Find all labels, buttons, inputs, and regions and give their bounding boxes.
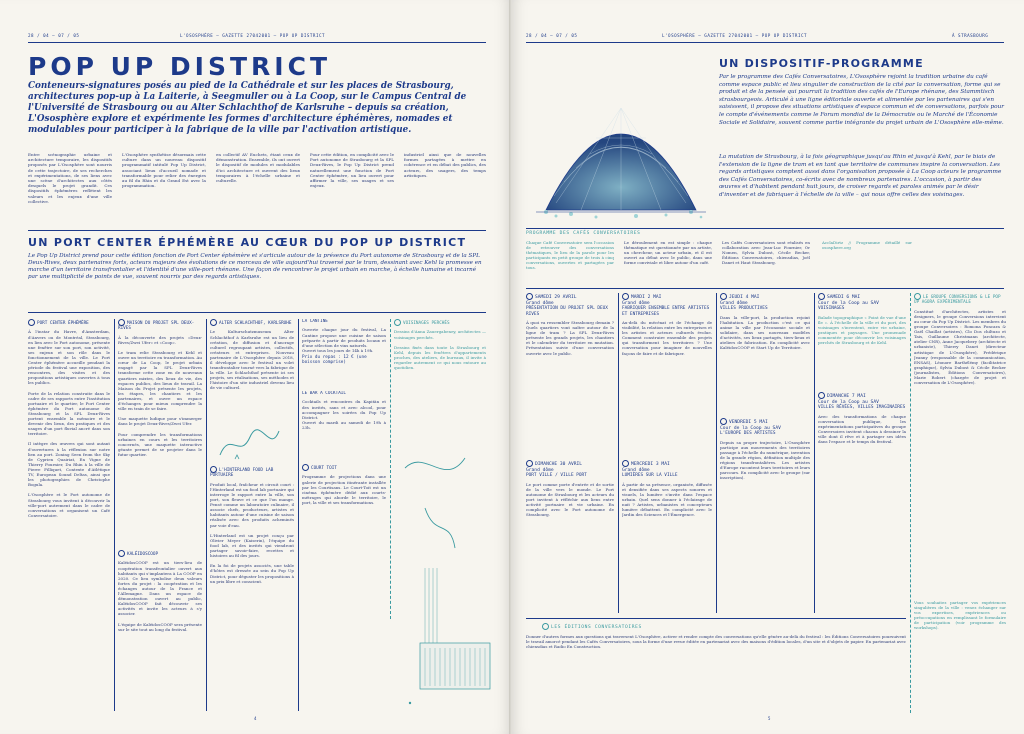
circle-icon [394,319,401,326]
page-number: 5 [768,716,771,721]
groupe-text: Constitué d'architectes, artistes et designers, le groupe Conversions intervient au cœur du Pop Up District. Les membres du groupe Conversoires : Romona Poncara & Gaël Chaillat (artistes), Clo Dos chiltuzo et Tais, Guillaume Christmann (architecte, atelier CNR), Anne Jacquebery (architecte et urbaniste), Thierry Danet (directeur artistique de L'Ososphère), Frédérique Jeanny (responsable de la communication, ENSAS), Léonore Barthélémy (facilitatrice graphique), Sylvia Dubost & Cécile Becker (journalistes, Éditions Conversatoires), Marie Robert (chargée de projet et conversation de L'Ososphère). [914,308,1006,386]
event-title: FABRIQUER ENSEMBLE ENTRE ARTISTES ET ENTREPRISES [622,306,710,317]
section-rule [28,230,486,231]
event-date [818,392,906,400]
block-heading [302,464,386,471]
block-text: Dessins d'Anna Zauergabeney, architectes — voisinages perchés. Dessins fixés dans toute la Strasbourg et Kehl, depuis les fenêtres d'appartements proches, des ateliers, de bureaux, il invite à regarder autrement ce qui nous entoure au quotidien. [394,329,486,371]
section-lede: Le Pop Up District prend pour cette édition fonction de Port Center éphémère et s'articule autour de la présence du Port autonome de Strasbourg et de la SPL Deux-Rives, deux partenaires forts, acteurs majeurs des évolutions de ce morceau de ville aujourd'hui traversé par le tram, dessinant avec Kehl la promesse en marche d'un territoire transfrontalier et l'identité d'une ville-port rhénane. Une façon de rencontrer le projet urbain en marche, à échelle humaine et incarné par une multiplicité de points de vue, souvent nourris par des regards artistiques. [28,253,482,280]
blocks-rule [28,312,486,313]
intro-text: Le déroulement en est simple : chaque thématique est questionnée par un artiste, un chercheur, un acteur urbain, et il est ouvert au débat avec le public, dans une forme conviviale et libre autour d'un café. [624,240,712,266]
event-date [622,293,712,301]
event-item [720,418,810,608]
circle-icon [302,464,309,471]
groupe-heading-text: LE GROUPE CONVERSIONS & LE POP UP AGORA EXPÉRIMENTALE [914,295,1001,306]
block-heading-text: PORT CENTER ÉPHÉMÈRE [37,321,89,326]
block-heading [394,319,486,326]
block-alter-schlachthof [210,319,294,424]
column-divider [206,319,207,711]
price-line: Prix du repas : 12 € (une boisson comprise) [302,354,367,366]
groupe-heading [914,293,1006,306]
left-page [0,0,510,734]
block-heading-text: ALTER SCHLACHTHOF, KARLSRUHE [219,321,292,326]
header-publication: L'OSOSPHÈRE — GAZETTE 27042001 — POP UP DISTRICT [662,33,808,38]
block-kaleidocoop [118,550,202,700]
event-date [720,293,810,301]
block-heading-text: COURT TOIT [311,466,337,471]
event-place: Grand dôme [720,300,748,306]
block-cantine [302,319,386,389]
event-item [720,293,810,413]
event-text: Dans la ville-port, la production rejoint l'habitation. La production c'est ce qui anime la ville par l'économie sociale et solidaire, dans ses nouveaux modèles d'activités, ses lieux partagés, tiers-lieux et ateliers de fabrication. En complicité avec KaléidosCOOP et Start Up de Territoire. [720,314,810,351]
circle-icon [526,293,533,300]
block-port-center [28,319,110,711]
block-text: Produit local, fraîcheur et circuit court : l'Hinterland est un food lab portuaire qui interroge le rapport entre la ville, son port, son fleuve et ce que l'on mange. Pensé comme un laboratoire culinaire, il associe chefs, producteurs, artistes et habitants autour d'une cuisine de saison réalisée avec des produits acheminés par voie d'eau. L'Hinterland est un projet conçu par Olivier Meyer (Kaiserin), l'équipe du food lab, et des invités qui viendront partager savoir-faire, recettes et histoires au fil des jours. En la foi de projets associés, une table d'hôtes est dressée au sein du Pop Up District, pour déguster les propositions à un prix libre et conscient. [210,481,294,584]
block-heading [210,319,294,326]
intro-col-5: industriel ainsi que de nouvelles formes partagées à mettre en cohérence et en débat des publics, des acteurs, des usagers, des temps artistiques. [404,152,486,178]
block-heading: LA CANTINE [302,319,328,324]
header-dates: 28 / 04 — 07 / 05 [526,33,578,38]
event-text: À partir de sa présence, organisée, diffusée et densifiée dans ses aspects sonores et visuels, la lumière s'invite dans l'espace urbain. Quel sens donner à l'éclairage de nuit ? Artistes, urbanistes et concepteurs lumière débattent. En complicité avec le Jardin des Sciences et l'Émergence. [622,481,712,518]
container-illustration [395,448,503,710]
event-text: Au-delà du mécénat et de l'échange de visibilité, la relation entre les entreprises et les artistes et acteurs culturels évolue. Comment construire ensemble des projets qui transforment les territoires ? Une conversation pour imaginer de nouvelles façons de faire et de fabriquer. [622,320,712,356]
column-divider [390,319,391,619]
event-date [622,460,712,468]
right-lede: Par le programme des Cafés Conversatoires, L'Ososphère rejoint la tradition urbaine du café comme espace public et lieu singulier de construction de la cité par la conversation, forme qui se produit et de la pensée qui pourrait la tradition des cafés de l'Europe rhénane, des Stammtisch strasbourgeois. Articulé à une ligne éditoriale ouverte et alimentée par les partenaires qui s'en saisissent, il propose des situations artistiques d'espace commun et de conversations, parfois pour le compte d'événements comme le Forum mondial de la Démocratie ou le Marché de l'Économie Sociale et Solidaire, souvent comme partie intégrante du projet urbain de L'Ososphère elle-même. [719,74,1004,126]
circle-icon [118,550,125,557]
event-date-text: DIMANCHE 7 MAI [827,394,866,399]
column-divider [716,293,717,613]
event-place: Grand dôme [622,467,650,473]
event-title: VOISINAGES [818,306,845,312]
header-city: À STRASBOURG [952,33,989,38]
circle-icon [720,293,727,300]
column-divider [814,293,815,613]
event-item [526,460,614,610]
block-bar-cocktail [302,391,386,461]
block-text: Cocktails et rencontres du Kapitän et des invités, sans et avec alcool, pour accompagner les soirées du Pop Up District. Ouvert du mardi au samedi de 19h à 23h. [302,399,386,430]
block-court-toit [302,464,386,614]
event-date-text: MARDI 2 MAI [631,295,662,300]
event-date [526,460,614,468]
column-divider [298,319,299,711]
event-item [818,392,906,612]
circle-icon [622,460,629,467]
right-title: UN DISPOSITIF-PROGRAMME [719,57,924,70]
event-date-text: VENDREDI 5 MAI [729,420,768,425]
event-date-text: SAMEDI 6 MAI [827,295,861,300]
circle-icon [526,460,533,467]
programme-intro-4[interactable] [822,240,912,260]
event-title: PORT VILLE / VILLE PORT [526,473,587,479]
event-item [622,460,712,610]
event-item [622,293,712,453]
circle-icon [28,319,35,326]
intro-col-1: Entre scénographie urbaine et architecture temporaire, les dispositifs proposés par L'Ososphère sont nourris de cette trajectoire, de ses recherches et expérimentations, de ses liens avec une scène d'architectes aux côtés desquels le projet grandit. Ces dispositifs éphémères reflètent les valeurs et les enjeux d'une ville collective. [28,152,112,204]
lede: Conteneurs-signatures posés au pied de la Cathédrale et sur les places de Strasbourg, architectures pop-up à La Laiterie, à Seegmuller ou à La Coop, sur le Campus Central de l'Université de Strasbourg ou au Alter Schlachthof de Karlsruhe – depuis sa création, L'Ososphère explore et expérimente les formes d'architecture éphémères, nomades et modulables pour participer à la fabrique de la ville par l'activation artistique. [28,81,467,135]
column-divider [910,293,911,713]
events-rule [526,288,1004,289]
column-divider [114,319,115,711]
programme-rule [526,228,1004,229]
header-rule [28,42,486,43]
block-heading: LE BAR À COCKTAIL [302,391,346,396]
event-place: Grand dôme [526,467,554,473]
event-title: LUMIÈRES SUR LA VILLE [622,473,678,479]
block-heading-text: L'HINTERLAND FOOD LAB PORTUAIRE [210,468,274,479]
block-text: Programme de projections dans une galerie de projection itinérante installée par les Courtisans. Le Court-Toit est un cinéma éphémère dédié aux courts-métrages qui aborde le territoire, le port, la ville et ses transformations. [302,474,386,505]
block-heading [28,319,110,326]
circle-icon [914,293,921,300]
event-date-text: DIMANCHE 30 AVRIL [535,462,583,467]
groupe-cta-text: Vous souhaitez partager vos expériences singulières de la ville : venez échanger sur vos expertises, expériences ou préoccupations en remplissant le formulaire de participation (voir programme des workshops). [914,600,1006,631]
block-maison-projet [118,319,202,545]
page-number: 4 [254,716,257,721]
event-place: Grand dôme [526,300,554,306]
block-text: Le Kulturschutzmuseum Alter Schlachthof à Karlsruhe est un lieu de création, de diffusion et d'ancrage culturel regroupant artistes, collectifs, créateurs et entreprises. Nouveau partenaire de L'Ososphère depuis 2018, il développe avec le festival un volet transfrontalier tourné vers la fabrique de la ville. Le Schlachthof présente ici ses projets, ses réalisations, ses méthodes et l'histoire d'un site industriel devenu lieu de vie culturel. [210,329,294,391]
event-date-text: MERCREDI 3 MAI [631,462,670,467]
editions-heading-text: LES ÉDITIONS CONVERSATOIRES [551,625,642,630]
event-text: Avec des transformations de chaque conversation publique, les expérimentations participatives du groupe Conversoires invitent chacun à dessiner la ville dont il rêve et à partager ses idées dans l'espace et le temps du festival. [818,413,906,445]
circle-icon [118,319,125,326]
event-date-text: SAMEDI 29 AVRIL [535,295,577,300]
header-publication: L'OSOSPHÈRE — GAZETTE 27042001 — POP UP DISTRICT [180,33,326,38]
groupe-block [914,293,1006,593]
block-text: À la découverte des projets «Deux-Rives/Zwei Ufer» et «Coop». Le tram relie Strasbourg et Kehl et ouvre un territoire en transformation. Au cœur de La Coop, le projet urbain engagé par la SPL Deux-Rives transforme cette zone en de nouveaux quartiers mixtes, des lieux de vie, des espaces publics, des lieux de travail. La Maison du Projet présente les projets, les étapes, les chantiers et les partenaires, et ouvre un espace d'échanges pour mieux comprendre la ville en train de se faire. Une maquette ludique pour s'immerger dans le projet Deux-Rives/Zwei Ufer. Pour comprendre les transformations urbaines en cours et les territoires concernés, une maquette interactive géante permet de se projeter dans le futur quartier. [118,334,202,457]
circle-icon [210,319,217,326]
editions-text: Donner d'autres formes aux questions qui traversent L'Ososphère, activer et rendre compte des conversations qu'elle génère au-delà du festival : les Éditions Conversatoires poursuivent le travail amorcé pendant les Cafés Conversatoires, sous la forme d'une revue éditée en partenariat avec des maisons d'édition locales, d'un site et d'objets de papier. En partenariat avec chiensdias et Radio En Construction. [526,634,906,650]
intro-text: Les Cafés Conversatoires sont réalisés en collaboration avec Jean-Luc Fournier, Or Nomen, Sylvia Dubost, Cécile Becker, Éditions Conversatoires, chiensdias, Joël Danet et Haut Strasbourg. [722,240,810,266]
header-rule [526,42,1004,43]
groupe-cta [914,600,1006,692]
editions-block [526,634,906,692]
intro-col-4: Pour cette édition, en complicité avec le Port autonome de Strasbourg et la SPL Deux-Rives, le Pop Up District prend naturellement une fonction de Port Center éphémère, un lieu ouvert pour affirmer la ville, ses usages et ses enjeux. [310,152,394,189]
event-title: PRÉSENTATION DU PROJET SPL DEUX RIVES [526,306,608,317]
event-place: Grand dôme [622,300,650,306]
editions-rule [526,618,906,619]
event-item [818,293,906,388]
circle-icon [720,418,727,425]
event-text: Le port comme porte d'entrée et de sortie de la ville vers le monde. Le Port autonome de Strasbourg et les acteurs du port invitent à réfléchir aux liens entre activité portuaire et vie urbaine. En complicité avec le Port autonome de Strasbourg. [526,481,614,518]
right-page [512,0,1024,734]
event-date [720,418,810,426]
block-heading-text: KALÉIDOSCOOP [127,552,159,557]
header-dates: 28 / 04 — 07 / 05 [28,33,80,38]
block-hinterland [210,466,294,706]
right-lede-2: La mutation de Strasbourg, à la fois géographique jusqu'au Rhin et jusqu'à Kehl, par le biais de l'extension de la ligne de tram et en tant que territoire de communes inspire la conversation. Les regards artistiques comptent aussi dans l'organisation proposée à La Coop acteurs le programme des Cafés Conversatoires, co-écrits avec de nombreux partenaires. L'occasion, à partir des œuvres et d'habitent pendant huit jours, de croiser regards et paroles animés par le désir d'inventer et de fabriquer à l'échelle de la ville – qui nous offre celles des voisinages. [719,154,1002,198]
programme-label: PROGRAMME DES CAFÉS CONVERSATOIRES [526,231,641,236]
block-text: À l'instar du Havre, d'Amsterdam, d'Anvers ou de Montréal, Strasbourg, en lien avec le Port autonome, présente une fenêtre sur son port, son activité, ses enjeux et son rôle dans le fonctionnement de la ville. Le Port Center éphémère accueille pendant la période du festival une exposition, des rencontres, des visites et des propositions artistiques ouvertes à tous les publics. Porte de la relation construite dans le cadre de ses rapports entre l'institution portuaire et le quartier, le Port Center éphémère du Port autonome de Strasbourg et la SPL Deux-Rives portent ensemble la mémoire et le devenir des lieux, des pratiques et des usages d'un port fluvial ancré dans son territoire. Il intègre des œuvres qui sont autant d'ouvertures à la réflexion sur notre lien au port. Zoning Seen from the Sky de Cyprien Quairiat, En Vigne de Thierry Fournier, Du Rhin à la ville de Pierre Filliquet, Contexte d'Atlétique TV, European Sound Deltas, ainsi que les photographies de Christophe Bogula. L'Ososphère et le Port autonome de Strasbourg vous invitent à découvrir la ville-port autrement dans le cadre de conversations et organisent un Café Conversatoire. [28,329,110,518]
event-date-text: JEUDI 4 MAI [729,295,760,300]
squiggle-drawing [215,425,285,463]
event-place: Cour de la Coop au SAV [720,425,781,431]
block-heading-text: VOISINAGES PERCHÉS [403,321,450,326]
event-title: VILLES RÊVÉES, VILLES IMAGINAIRES [818,405,906,411]
event-item [526,293,614,453]
circle-icon [622,293,629,300]
column-divider [618,293,619,613]
circle-icon [818,293,825,300]
event-date [818,293,906,301]
block-text: KaléidosCOOP est un tiers-lieu de coopération transfrontalier ouvert aux habitants qui s'implantera à La COOP en 2020. Ce lieu symbolise deux valeurs fortes du projet : la coopération et les échanges autour de la France et l'Allemagne. Dans un espace de démonstration ouvert au public, KaléidosCOOP fait découvrir ses activités et invite les acteurs à s'y associer. L'équipe de KaléidosCOOP sera présente sur le site tout au long du festival. [118,560,202,632]
circle-icon [210,466,217,473]
intro-col-2: L'Ososphère synthétise désormais cette culture dans un nouveau dispositif programmatif intitulé Pop Up District, associant lieux d'accueil nomade et transformable pour relier des énergies au fil du Rhin et du Grand Est avec la programmation. [122,152,206,189]
section-title: UN PORT CENTER ÉPHÉMÈRE AU CŒUR DU POP UP DISTRICT [28,236,467,249]
editions-heading [542,623,642,630]
event-place: Cour de la Coop au SAV [818,399,879,405]
block-heading [118,319,202,332]
event-place: Cour de la Coop au SAV [818,300,879,306]
block-heading-text: MAISON DU PROJET SPL DEUX-RIVES [118,321,195,332]
block-voisinages [394,319,486,439]
block-heading [210,466,294,479]
page-title: POP UP DISTRICT [28,52,331,81]
block-text: Ouverte chaque jour du festival, La Cantine propose une cuisine de saison préparée à partir de produits locaux et d'une sélection de vins naturels. Ouvert tous les jours de 14h à 19h. [302,327,386,353]
geodesic-dome-illustration [526,78,716,228]
programme-link[interactable]: AcclaDirtz // Programme détaillé sur ososphere.org [822,240,912,251]
circle-icon [818,392,825,399]
intro-col-3: en collectif AV Euchets, étant ceux de démonstration. Ensemble, ils ont ouvert le dispositif de modules et modulables d'ici architecture et ouvrent des lieux temporaires à l'échelle urbaine et culturelle. [216,152,300,184]
circle-icon [542,623,549,630]
intro-text: Chaque Café Conversatoire sera l'occasion de retrouver des conversations thématiques, le lieu de la parole pour les participants en petit groupe de trois à cinq conversations, ouvertes et partagées par tous. [526,240,614,271]
event-text: Balade topographique « Point de vue d'une île ». À l'échelle de la ville et du port, des voisinages s'inventent, entre vie urbaine, pratiques et paysages. Une promenade commentée pour découvrir les voisinages perchés de Strasbourg et de Kehl. [818,314,906,346]
event-title: VILLES PRODUCTIVES [720,306,768,312]
block-heading [118,550,202,557]
event-text: À quoi va ressembler Strasbourg demain ? Quels quartiers vont naître autour de la ligne de tram ? La SPL Deux-Rives présente les grands projets, les chantiers et le calendrier du territoire en mutation. Présentation suivie d'une conversation ouverte avec le public. [526,320,614,356]
event-date [526,293,614,301]
event-text: Depuis sa propre trajectoire, L'Ososphère participe aux mouvements des territoires passage à l'échelle du numérique, invention de la grande région, définition multiple des régions transfrontalières. Les artistes d'Europe racontent leurs territoires et leurs parcours. En complicité avec le groupe (sur inscription). [720,439,810,481]
event-title: L'EUROPE DES ARTISTES [720,431,776,437]
